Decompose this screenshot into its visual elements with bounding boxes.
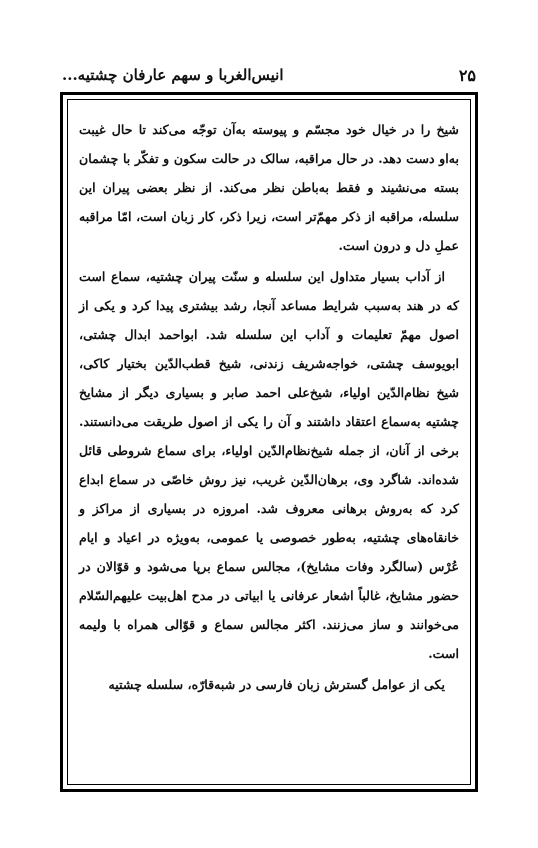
page-border-outer	[60, 92, 478, 792]
running-title: انیس‌الغربا و سهم عارفان چشتیه...	[62, 66, 284, 84]
body-text	[79, 115, 459, 773]
paragraph: شیخ را در خیال خود مجسّم و پیوسته به‌آن توجّه می‌کند تا حال غیبت به‌او دست دهد. در حال مراقبه، سالک در حالت سکون و تفکّر با چشمان بسته می‌نشیند و فقط به‌باطن نظر می‌کند. از نظر بعضی پیران این سلسله، مراقبه از ذکر مهمّ‌تر است، زیرا ذکر، کار زبان است، امّا مراقبه عملِ دل و درون است.	[79, 122, 459, 253]
paragraph: یکی از عوامل گسترش زبان فارسی در شبه‌قارّه، سلسله چشتیه	[108, 677, 445, 692]
page-header	[62, 60, 476, 90]
paragraph: از آداب بسیار متداول این سلسله و سنّت پیران چشتیه، سماع است که در هند به‌سبب شرایط مساعد آنجا، رشد بیشتری پیدا کرد و یکی از اصول مهمّ تعلیمات و آداب این سلسله شد. ابواحمد ابدال چشتی، ابویوسف چشتی، خواجه‌شریف زندنی، شیخ قطب‌الدّین بختیار کاکی، شیخ نظام‌الدّین اولیاء، شیخ‌علی احمد صابر و بسیاری دیگر از مشایخ چشتیه به‌سماع اعتقاد داشتند و آن را یکی از اصول طریقت می‌دانستند. برخی از آنان، از جمله شیخ‌نظام‌الدّین اولیاء، برای سماع شروطی قائل شده‌اند. شاگرد وی، برهان‌الدّین غریب، نیز روش خاصّی در سماع ابداع کرد که به‌روش برهانی معروف شد. امروزه در بسیاری از مراکز و خانقاه‌های چشتیه، به‌طور خصوصی یا عمومی، به‌ویژه در اعیاد و ایام عُرْس (سالگرد وفات مشایخ)، مجالس سماع برپا می‌شود و قوّالان در حضور مشایخ، غالباً اشعار عرفانی یا ابیاتی در مدح اهل‌بیت علیهم‌السّلام می‌خوانند و ساز می‌زنند. اکثر مجالس سماع و قوّالی همراه با ولیمه است.	[79, 269, 459, 661]
page-number: ۲۵	[458, 65, 476, 85]
